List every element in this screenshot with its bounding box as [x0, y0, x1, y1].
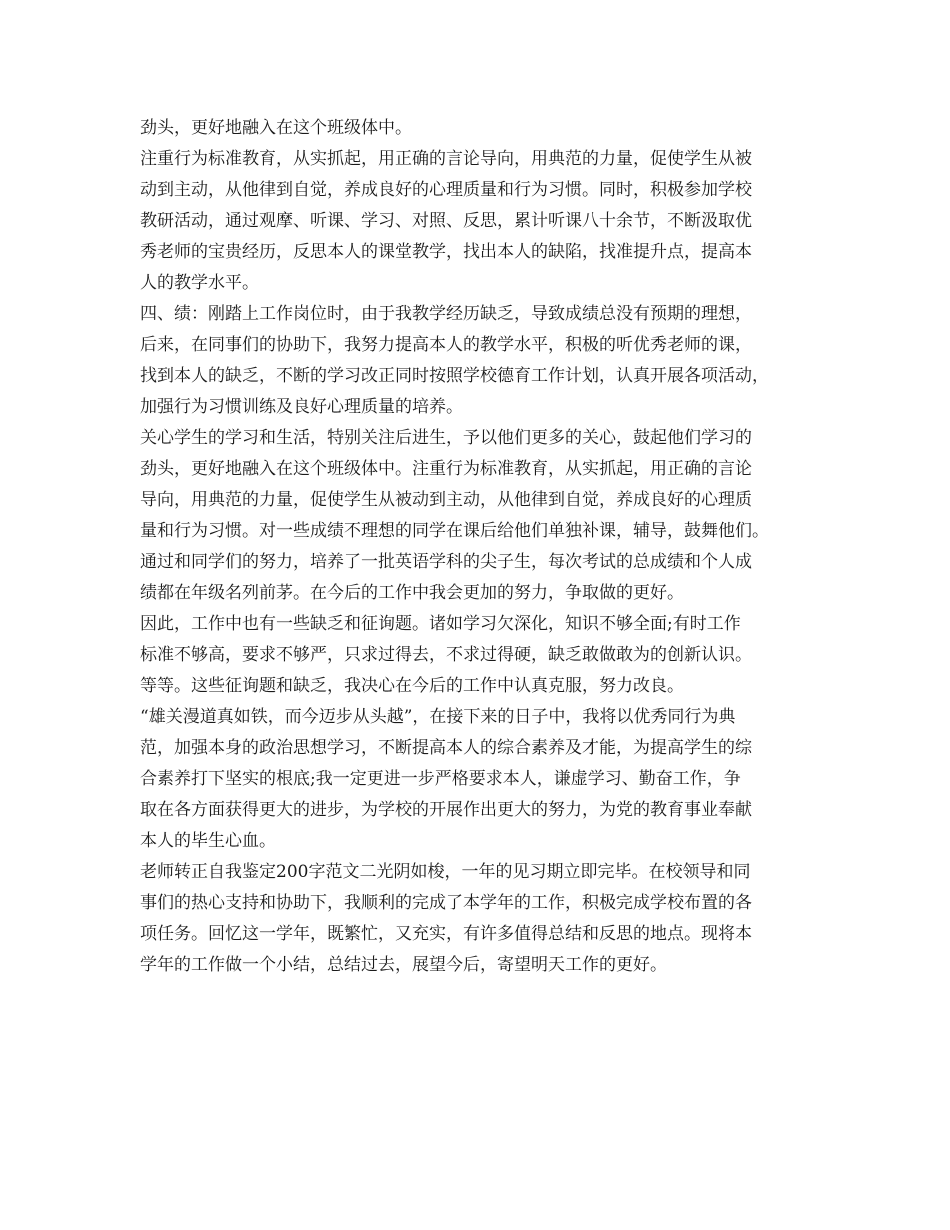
text-line: 项任务。回忆这一学年，既繁忙，又充实，有许多值得总结和反思的地点。现将本 [140, 924, 752, 944]
text-line: 本人的毕生心血。 [140, 831, 276, 851]
text-line: 老师转正自我鉴定200字范文二光阴如梭，一年的见习期立即完毕。在校领导和同 [140, 862, 751, 882]
text-line: 找到本人的缺乏，不断的学习改正同时按照学校德育工作计划，认真开展各项活动， [140, 366, 769, 386]
text-line: 注重行为标准教育，从实抓起，用正确的言论导向，用典范的力量，促使学生从被 [140, 149, 752, 169]
text-line: 标准不够高，要求不够严，只求过得去，不求过得硬，缺乏敢做敢为的创新认识。 [140, 645, 752, 665]
text-line: 量和行为习惯。对一些成绩不理想的同学在课后给他们单独补课，辅导，鼓舞他们。 [140, 521, 769, 541]
text-line: 秀老师的宝贵经历，反思本人的课堂教学，找出本人的缺陷，找准提升点，提高本 [140, 242, 752, 262]
text-line: 教研活动，通过观摩、听课、学习、对照、反思，累计听课八十余节，不断汲取优 [140, 211, 752, 231]
text-line: 绩都在年级名列前茅。在今后的工作中我会更加的努力，争取做的更好。 [140, 583, 684, 603]
text-line: 取在各方面获得更大的进步，为学校的开展作出更大的努力，为党的教育事业奉献 [140, 800, 752, 820]
text-line: 合素养打下坚实的根底;我一定更进一步严格要求本人，谦虚学习、勤奋工作，争 [140, 769, 741, 789]
text-line: 动到主动，从他律到自觉，养成良好的心理质量和行为习惯。同时，积极参加学校 [140, 180, 752, 200]
text-line: 劲头，更好地融入在这个班级体中。注重行为标准教育，从实抓起，用正确的言论 [140, 459, 752, 479]
text-line: 学年的工作做一个小结，总结过去，展望今后，寄望明天工作的更好。 [140, 955, 667, 975]
text-line: 劲头，更好地融入在这个班级体中。 [140, 118, 412, 138]
text-line: 通过和同学们的努力，培养了一批英语学科的尖子生，每次考试的总成绩和个人成 [140, 552, 752, 572]
text-line: 加强行为习惯训练及良好心理质量的培养。 [140, 397, 463, 417]
text-line: 事们的热心支持和协助下，我顺利的完成了本学年的工作，积极完成学校布置的各 [140, 893, 752, 913]
text-line: “雄关漫道真如铁，而今迈步从头越”，在接下来的日子中，我将以优秀同行为典 [140, 707, 736, 727]
text-line: 人的教学水平。 [140, 273, 259, 293]
text-line: 范，加强本身的政治思想学习，不断提高本人的综合素养及才能，为提高学生的综 [140, 738, 752, 758]
text-line: 因此，工作中也有一些缺乏和征询题。诸如学习欠深化，知识不够全面;有时工作 [140, 614, 741, 634]
document-body [140, 113, 830, 981]
text-line: 四、绩：刚踏上工作岗位时，由于我教学经历缺乏，导致成绩总没有预期的理想， [140, 304, 752, 324]
text-line: 等等。这些征询题和缺乏，我决心在今后的工作中认真克服，努力改良。 [140, 676, 684, 696]
text-line: 后来，在同事们的协助下，我努力提高本人的教学水平，积极的听优秀老师的课， [140, 335, 752, 355]
text-line: 关心学生的学习和生活，特别关注后进生，予以他们更多的关心，鼓起他们学习的 [140, 428, 752, 448]
text-line: 导向，用典范的力量，促使学生从被动到主动，从他律到自觉，养成良好的心理质 [140, 490, 752, 510]
